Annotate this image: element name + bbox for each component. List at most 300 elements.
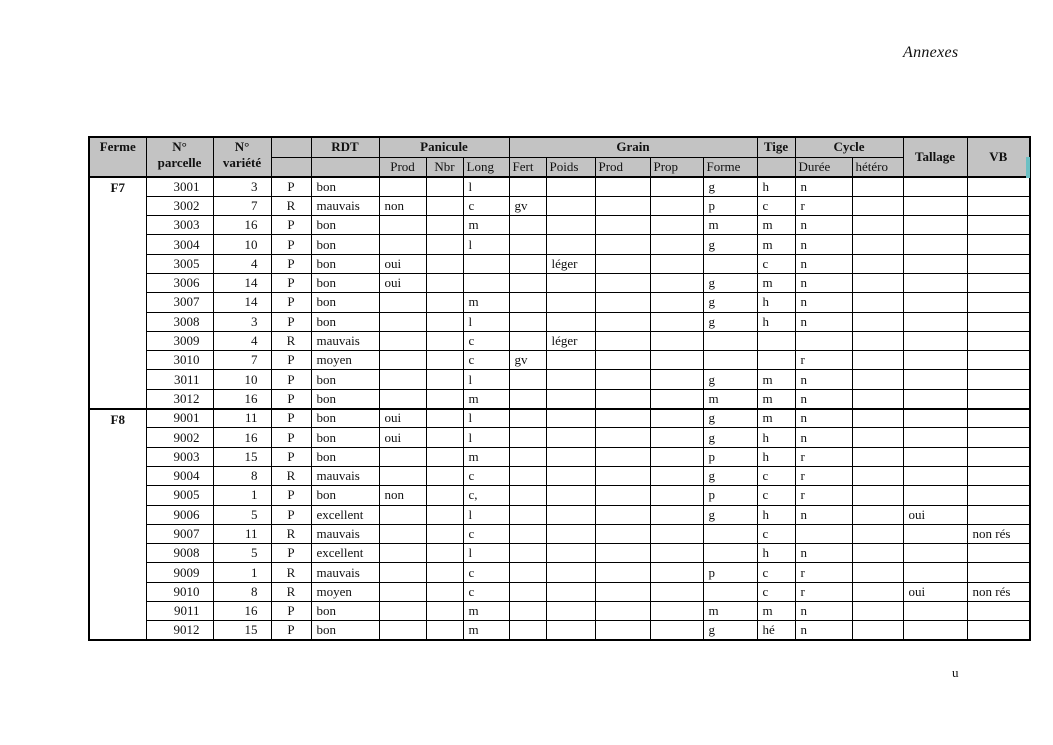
cell-grain-forme: p: [703, 563, 757, 582]
cell-rdt: bon: [311, 370, 379, 389]
cell-grain-poids: [546, 312, 595, 331]
cell-grain-prod: [595, 331, 650, 350]
col-subheader-grain-prod: Prod: [595, 157, 650, 177]
cell-variete: 14: [213, 293, 271, 312]
annexes-header-note: Annexes: [903, 44, 959, 61]
cell-panicule-long: l: [463, 312, 509, 331]
teal-scan-artifact: [1026, 157, 1030, 178]
cell-grain-prod: [595, 602, 650, 621]
cell-grain-poids: [546, 466, 595, 485]
cell-rdt: mauvais: [311, 466, 379, 485]
cell-variete: 5: [213, 505, 271, 524]
cell-parcelle: 9008: [146, 544, 213, 563]
cell-parcelle: 9012: [146, 621, 213, 640]
cell-panicule-prod: [379, 177, 426, 196]
cell-panicule-long: c: [463, 563, 509, 582]
cell-tallage: [903, 621, 967, 640]
cell-ferme: F7: [89, 177, 146, 409]
cell-grain-poids: [546, 389, 595, 408]
cell-tallage: [903, 428, 967, 447]
cell-parcelle: 3012: [146, 389, 213, 408]
table-row: [89, 273, 1030, 292]
cell-tige: c: [757, 466, 795, 485]
cell-vb: [967, 235, 1030, 254]
cell-grain-forme: [703, 524, 757, 543]
cell-grain-fert: [509, 331, 546, 350]
cell-parcelle: 9004: [146, 466, 213, 485]
cell-grain-poids: [546, 602, 595, 621]
cell-rdt: bon: [311, 177, 379, 196]
cell-grain-forme: p: [703, 196, 757, 215]
cell-grain-fert: [509, 582, 546, 601]
cell-grain-prod: [595, 273, 650, 292]
cell-vb: [967, 544, 1030, 563]
cell-panicule-prod: [379, 563, 426, 582]
cell-panicule-prod: [379, 370, 426, 389]
cell-grain-prop: [650, 505, 703, 524]
cell-grain-prop: [650, 273, 703, 292]
cell-rdt: mauvais: [311, 331, 379, 350]
cell-panicule-prod: [379, 505, 426, 524]
cell-vb: [967, 293, 1030, 312]
cell-grain-forme: m: [703, 602, 757, 621]
table-header: [89, 137, 1030, 177]
col-subheader-grain-prop: Prop: [650, 157, 703, 177]
cell-cycle-duree: n: [795, 370, 852, 389]
cell-pr: P: [271, 486, 311, 505]
cell-pr: P: [271, 428, 311, 447]
cell-panicule-nbr: [426, 524, 463, 543]
cell-grain-fert: [509, 563, 546, 582]
cell-tallage: [903, 273, 967, 292]
cell-cycle-hetero: [852, 602, 903, 621]
table-row: [89, 447, 1030, 466]
cell-parcelle: 9007: [146, 524, 213, 543]
cell-panicule-long: l: [463, 409, 509, 428]
cell-grain-forme: g: [703, 293, 757, 312]
cell-vb: [967, 428, 1030, 447]
cell-tallage: [903, 544, 967, 563]
cell-parcelle: 3011: [146, 370, 213, 389]
cell-panicule-long: l: [463, 505, 509, 524]
cell-parcelle: 3005: [146, 254, 213, 273]
cell-vb: [967, 563, 1030, 582]
cell-panicule-prod: [379, 602, 426, 621]
cell-vb: [967, 409, 1030, 428]
cell-cycle-duree: r: [795, 486, 852, 505]
cell-vb: [967, 621, 1030, 640]
cell-parcelle: 9001: [146, 409, 213, 428]
cell-grain-poids: [546, 524, 595, 543]
cell-panicule-long: c: [463, 196, 509, 215]
cell-grain-prod: [595, 177, 650, 196]
cell-variete: 8: [213, 582, 271, 601]
cell-grain-prop: [650, 235, 703, 254]
cell-variete: 3: [213, 177, 271, 196]
cell-cycle-hetero: [852, 254, 903, 273]
cell-grain-prod: [595, 544, 650, 563]
cell-tallage: [903, 235, 967, 254]
cell-cycle-duree: r: [795, 196, 852, 215]
cell-grain-prod: [595, 351, 650, 370]
cell-cycle-hetero: [852, 486, 903, 505]
cell-rdt: excellent: [311, 544, 379, 563]
cell-pr: P: [271, 273, 311, 292]
cell-cycle-duree: n: [795, 216, 852, 235]
cell-grain-poids: léger: [546, 254, 595, 273]
cell-grain-forme: p: [703, 447, 757, 466]
cell-pr: P: [271, 351, 311, 370]
cell-rdt: bon: [311, 235, 379, 254]
col-header-tallage: Tallage: [903, 137, 967, 177]
cell-cycle-duree: n: [795, 273, 852, 292]
cell-grain-poids: [546, 177, 595, 196]
cell-tallage: [903, 177, 967, 196]
cell-panicule-nbr: [426, 563, 463, 582]
cell-grain-prod: [595, 389, 650, 408]
cell-grain-forme: [703, 351, 757, 370]
cell-ferme: F8: [89, 409, 146, 641]
cell-cycle-duree: r: [795, 447, 852, 466]
cell-grain-prod: [595, 196, 650, 215]
cell-vb: [967, 389, 1030, 408]
cell-panicule-long: l: [463, 177, 509, 196]
cell-variete: 8: [213, 466, 271, 485]
group-header-cycle: Cycle: [795, 137, 903, 157]
col-header-parcelle: [146, 137, 213, 177]
cell-panicule-long: m: [463, 602, 509, 621]
cell-vb: non rés: [967, 524, 1030, 543]
cell-panicule-long: l: [463, 544, 509, 563]
cell-vb: [967, 196, 1030, 215]
cell-panicule-prod: [379, 351, 426, 370]
cell-grain-fert: [509, 544, 546, 563]
cell-grain-prop: [650, 621, 703, 640]
cell-variete: 16: [213, 216, 271, 235]
cell-cycle-hetero: [852, 582, 903, 601]
table-row: [89, 524, 1030, 543]
cell-grain-forme: [703, 544, 757, 563]
cell-grain-prod: [595, 486, 650, 505]
cell-grain-poids: léger: [546, 331, 595, 350]
cell-variete: 4: [213, 331, 271, 350]
cell-grain-fert: [509, 254, 546, 273]
cell-cycle-hetero: [852, 370, 903, 389]
cell-pr: P: [271, 389, 311, 408]
cell-tige: c: [757, 254, 795, 273]
cell-grain-fert: [509, 409, 546, 428]
cell-cycle-duree: n: [795, 505, 852, 524]
cell-rdt: bon: [311, 602, 379, 621]
cell-cycle-duree: n: [795, 621, 852, 640]
col-subheader-grain-fert: Fert: [509, 157, 546, 177]
cell-cycle-hetero: [852, 409, 903, 428]
table-row: [89, 621, 1030, 640]
cell-grain-forme: [703, 582, 757, 601]
cell-panicule-prod: [379, 216, 426, 235]
cell-panicule-long: c,: [463, 486, 509, 505]
cell-panicule-nbr: [426, 466, 463, 485]
col-subheader-tige-blank: [757, 157, 795, 177]
cell-grain-forme: g: [703, 409, 757, 428]
table-row: [89, 235, 1030, 254]
cell-parcelle: 9006: [146, 505, 213, 524]
cell-panicule-nbr: [426, 196, 463, 215]
cell-parcelle: 9002: [146, 428, 213, 447]
group-header-grain: Grain: [509, 137, 757, 157]
cell-rdt: moyen: [311, 582, 379, 601]
cell-vb: [967, 216, 1030, 235]
cell-variete: 16: [213, 389, 271, 408]
cell-panicule-prod: [379, 331, 426, 350]
cell-panicule-nbr: [426, 582, 463, 601]
cell-rdt: bon: [311, 312, 379, 331]
cell-cycle-duree: r: [795, 563, 852, 582]
table-row: [89, 370, 1030, 389]
footer-stray-text: u: [952, 665, 959, 680]
cell-tige: [757, 351, 795, 370]
cell-grain-prop: [650, 293, 703, 312]
cell-variete: 16: [213, 428, 271, 447]
cell-vb: non rés: [967, 582, 1030, 601]
cell-panicule-nbr: [426, 389, 463, 408]
cell-grain-prop: [650, 428, 703, 447]
cell-rdt: excellent: [311, 505, 379, 524]
cell-grain-forme: g: [703, 235, 757, 254]
cell-panicule-long: c: [463, 331, 509, 350]
cell-panicule-prod: [379, 447, 426, 466]
cell-grain-forme: p: [703, 486, 757, 505]
cell-panicule-prod: [379, 312, 426, 331]
cell-pr: P: [271, 602, 311, 621]
cell-rdt: mauvais: [311, 196, 379, 215]
col-subheader-panicule-nbr: Nbr: [426, 157, 463, 177]
cell-pr: R: [271, 524, 311, 543]
cell-grain-prop: [650, 544, 703, 563]
table-row: [89, 505, 1030, 524]
cell-grain-fert: [509, 486, 546, 505]
col-header-blank: [271, 137, 311, 157]
cell-cycle-hetero: [852, 331, 903, 350]
cell-panicule-long: c: [463, 582, 509, 601]
cell-parcelle: 3007: [146, 293, 213, 312]
cell-tige: m: [757, 389, 795, 408]
cell-grain-prod: [595, 524, 650, 543]
cell-vb: [967, 602, 1030, 621]
cell-panicule-long: [463, 254, 509, 273]
cell-parcelle: 9005: [146, 486, 213, 505]
cell-panicule-nbr: [426, 370, 463, 389]
cell-cycle-duree: n: [795, 293, 852, 312]
cell-tige: m: [757, 409, 795, 428]
cell-tallage: [903, 216, 967, 235]
col-subheader-panicule-prod: Prod: [379, 157, 426, 177]
cell-grain-forme: g: [703, 312, 757, 331]
cell-panicule-long: c: [463, 524, 509, 543]
cell-parcelle: 3003: [146, 216, 213, 235]
cell-rdt: bon: [311, 293, 379, 312]
cell-grain-prod: [595, 505, 650, 524]
cell-cycle-hetero: [852, 216, 903, 235]
cell-grain-forme: g: [703, 466, 757, 485]
cell-grain-forme: g: [703, 273, 757, 292]
cell-variete: 15: [213, 621, 271, 640]
cell-grain-fert: [509, 466, 546, 485]
cell-grain-prod: [595, 409, 650, 428]
cell-cycle-hetero: [852, 505, 903, 524]
cell-pr: P: [271, 505, 311, 524]
table-row: [89, 196, 1030, 215]
cell-parcelle: 9011: [146, 602, 213, 621]
cell-panicule-prod: oui: [379, 273, 426, 292]
cell-rdt: bon: [311, 447, 379, 466]
cell-cycle-hetero: [852, 447, 903, 466]
cell-grain-poids: [546, 216, 595, 235]
cell-panicule-long: l: [463, 428, 509, 447]
col-subheader-cycle-duree: Durée: [795, 157, 852, 177]
cell-grain-prop: [650, 254, 703, 273]
col-header-ferme: Ferme: [89, 137, 146, 177]
cell-panicule-nbr: [426, 216, 463, 235]
cell-grain-prod: [595, 582, 650, 601]
cell-panicule-prod: [379, 293, 426, 312]
cell-pr: P: [271, 447, 311, 466]
cell-panicule-long: c: [463, 466, 509, 485]
cell-panicule-long: l: [463, 235, 509, 254]
cell-variete: 1: [213, 486, 271, 505]
cell-grain-forme: g: [703, 621, 757, 640]
cell-parcelle: 3010: [146, 351, 213, 370]
col-subheader-grain-forme: Forme: [703, 157, 757, 177]
cell-grain-poids: [546, 582, 595, 601]
cell-pr: P: [271, 409, 311, 428]
cell-cycle-hetero: [852, 621, 903, 640]
table-row: [89, 409, 1030, 428]
cell-grain-poids: [546, 196, 595, 215]
col-header-tige: Tige: [757, 137, 795, 157]
cell-panicule-nbr: [426, 621, 463, 640]
cell-variete: 15: [213, 447, 271, 466]
table-row: [89, 486, 1030, 505]
cell-tige: c: [757, 563, 795, 582]
table-row: [89, 563, 1030, 582]
cell-parcelle: 3009: [146, 331, 213, 350]
cell-tallage: [903, 370, 967, 389]
cell-vb: [967, 505, 1030, 524]
cell-cycle-duree: r: [795, 582, 852, 601]
cell-tige: c: [757, 486, 795, 505]
cell-grain-prop: [650, 563, 703, 582]
cell-panicule-nbr: [426, 293, 463, 312]
cell-tallage: [903, 486, 967, 505]
cell-panicule-long: m: [463, 293, 509, 312]
cell-grain-forme: g: [703, 370, 757, 389]
cell-grain-fert: [509, 216, 546, 235]
cell-grain-fert: [509, 273, 546, 292]
cell-tallage: [903, 602, 967, 621]
cell-panicule-prod: [379, 582, 426, 601]
cell-tallage: [903, 563, 967, 582]
cell-grain-fert: [509, 177, 546, 196]
cell-cycle-hetero: [852, 466, 903, 485]
cell-pr: R: [271, 582, 311, 601]
cell-grain-poids: [546, 351, 595, 370]
cell-grain-prod: [595, 466, 650, 485]
cell-tige: m: [757, 370, 795, 389]
cell-grain-prod: [595, 370, 650, 389]
group-header-panicule: Panicule: [379, 137, 509, 157]
cell-pr: P: [271, 293, 311, 312]
cell-grain-prop: [650, 389, 703, 408]
cell-variete: 1: [213, 563, 271, 582]
cell-grain-poids: [546, 505, 595, 524]
cell-grain-prod: [595, 563, 650, 582]
cell-rdt: bon: [311, 254, 379, 273]
cell-tallage: [903, 351, 967, 370]
cell-variete: 3: [213, 312, 271, 331]
col-subheader-panicule-long: Long: [463, 157, 509, 177]
cell-grain-prod: [595, 621, 650, 640]
cell-grain-prop: [650, 177, 703, 196]
cell-vb: [967, 447, 1030, 466]
cell-rdt: moyen: [311, 351, 379, 370]
cell-cycle-duree: r: [795, 351, 852, 370]
cell-tallage: [903, 331, 967, 350]
cell-panicule-prod: [379, 524, 426, 543]
cell-grain-prop: [650, 331, 703, 350]
cell-tige: c: [757, 524, 795, 543]
cell-tige: h: [757, 177, 795, 196]
col-subheader-cycle-hetero: hétéro: [852, 157, 903, 177]
cell-parcelle: 3001: [146, 177, 213, 196]
cell-cycle-hetero: [852, 312, 903, 331]
cell-variete: 10: [213, 370, 271, 389]
cell-panicule-nbr: [426, 544, 463, 563]
cell-parcelle: 3006: [146, 273, 213, 292]
cell-grain-poids: [546, 544, 595, 563]
cell-grain-fert: [509, 293, 546, 312]
cell-panicule-nbr: [426, 177, 463, 196]
cell-panicule-nbr: [426, 235, 463, 254]
cell-pr: P: [271, 235, 311, 254]
cell-grain-poids: [546, 409, 595, 428]
table-row: [89, 428, 1030, 447]
cell-pr: P: [271, 370, 311, 389]
cell-grain-forme: g: [703, 177, 757, 196]
cell-panicule-prod: oui: [379, 428, 426, 447]
cell-cycle-duree: n: [795, 312, 852, 331]
cell-grain-prop: [650, 602, 703, 621]
table-row: [89, 466, 1030, 485]
table-row: [89, 544, 1030, 563]
cell-panicule-long: m: [463, 216, 509, 235]
cell-tallage: [903, 196, 967, 215]
cell-cycle-hetero: [852, 544, 903, 563]
cell-cycle-hetero: [852, 389, 903, 408]
cell-grain-forme: m: [703, 389, 757, 408]
table-row: [89, 216, 1030, 235]
cell-tige: [757, 331, 795, 350]
cell-panicule-nbr: [426, 351, 463, 370]
cell-panicule-nbr: [426, 312, 463, 331]
table-body: [89, 177, 1030, 640]
cell-tige: c: [757, 582, 795, 601]
cell-grain-prop: [650, 312, 703, 331]
col-subheader-grain-poids: Poids: [546, 157, 595, 177]
cell-variete: 7: [213, 351, 271, 370]
cell-variete: 14: [213, 273, 271, 292]
cell-panicule-nbr: [426, 602, 463, 621]
